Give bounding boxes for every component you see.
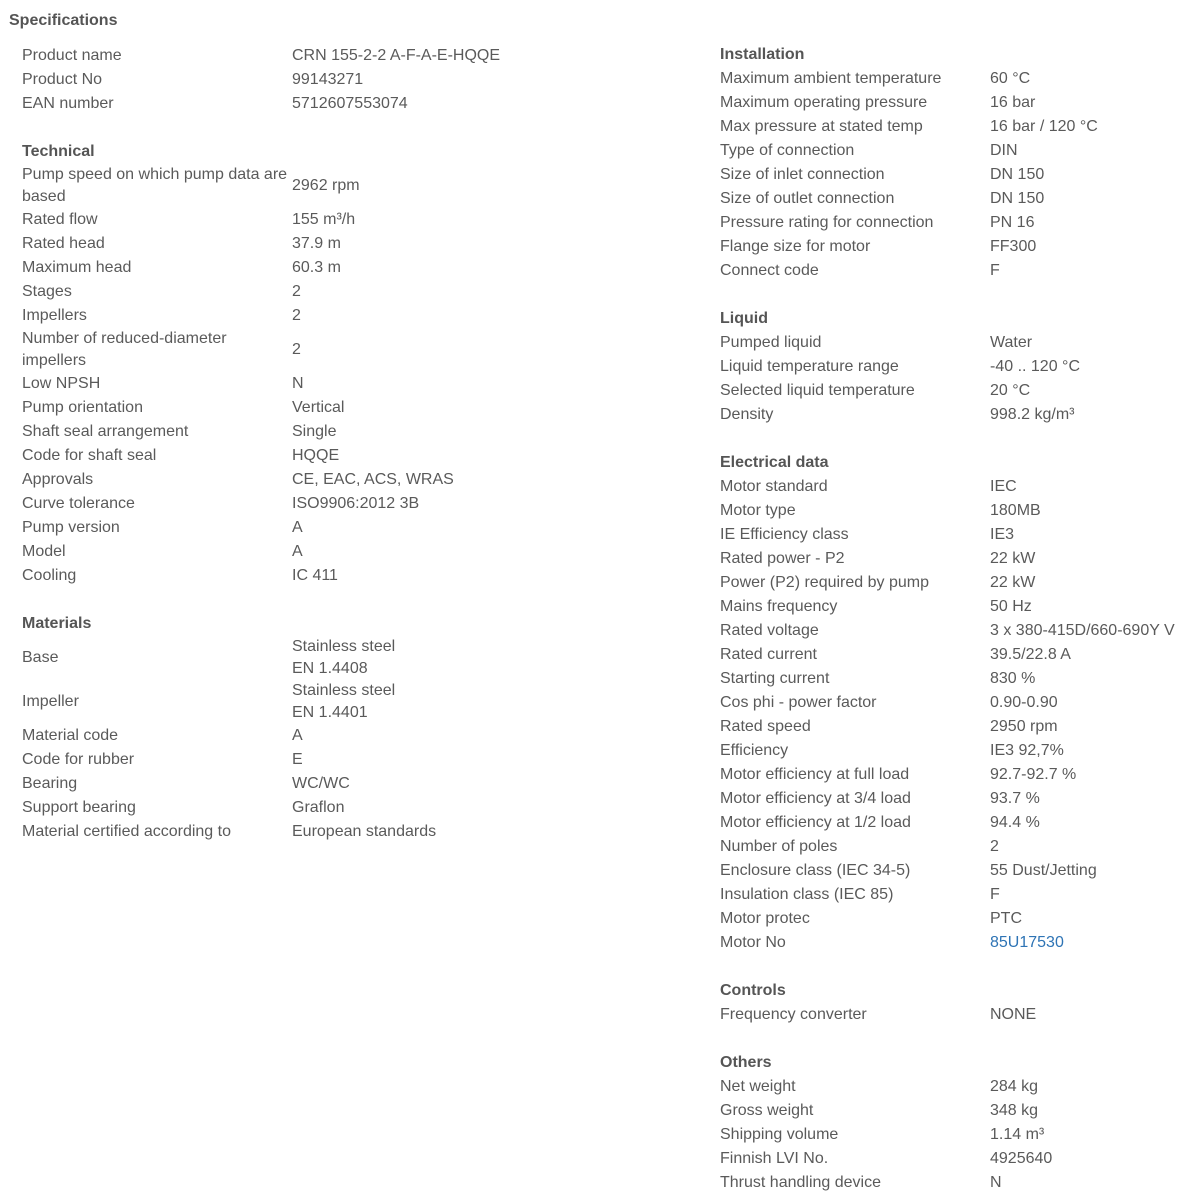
page-title: Specifications — [9, 12, 118, 29]
spec-value-line: IEC — [990, 478, 1017, 495]
spec-value — [292, 680, 395, 724]
spec-row — [720, 739, 1184, 763]
spec-row — [720, 715, 1184, 739]
spec-value-line: CRN 155-2-2 A-F-A-E-HQQE — [292, 47, 501, 64]
spec-row — [720, 835, 1184, 859]
spec-section-materials — [22, 612, 542, 844]
spec-value — [990, 1004, 1036, 1026]
spec-value-line: Water — [990, 334, 1033, 351]
spec-label: Number of poles — [720, 838, 838, 855]
spec-value-line: 155 m³/h — [292, 211, 356, 228]
spec-value-line: A — [292, 543, 303, 560]
section-heading: Others — [720, 1054, 772, 1071]
spec-label: Motor type — [720, 502, 796, 519]
spec-value-line: F — [990, 262, 1000, 279]
spec-value-line: 92.7-92.7 % — [990, 766, 1077, 783]
spec-label: Gross weight — [720, 1102, 814, 1119]
spec-label: Thrust handling device — [720, 1174, 881, 1191]
spec-value-line: 94.4 % — [990, 814, 1040, 831]
spec-value-line: 16 bar — [990, 94, 1036, 111]
spec-label: Maximum ambient temperature — [720, 70, 942, 87]
spec-value — [990, 1100, 1038, 1122]
spec-row — [720, 667, 1184, 691]
spec-value-line: Single — [292, 423, 337, 440]
spec-value-line: N — [990, 1174, 1002, 1191]
spec-label: Curve tolerance — [22, 495, 135, 512]
section-heading: Controls — [720, 982, 786, 999]
spec-value-line: 180MB — [990, 502, 1041, 519]
spec-label: Support bearing — [22, 799, 136, 816]
spec-value — [990, 212, 1034, 234]
spec-value-line: 5712607553074 — [292, 95, 408, 112]
spec-row — [22, 92, 542, 116]
spec-label: Pumped liquid — [720, 334, 822, 351]
spec-row — [720, 931, 1184, 955]
spec-label: Bearing — [22, 775, 78, 792]
spec-value — [292, 445, 339, 467]
spec-row — [22, 328, 542, 372]
spec-label: Motor standard — [720, 478, 828, 495]
spec-value — [990, 716, 1058, 738]
spec-row — [720, 163, 1184, 187]
spec-value — [990, 692, 1058, 714]
spec-label: Code for shaft seal — [22, 447, 157, 464]
spec-value — [990, 140, 1018, 162]
spec-value — [292, 517, 303, 539]
spec-label: Approvals — [22, 471, 94, 488]
spec-row — [720, 1099, 1184, 1123]
right-column — [720, 43, 1184, 1195]
spec-row — [22, 396, 542, 420]
spec-label: Material certified according to — [22, 823, 231, 840]
spec-label: Motor efficiency at 3/4 load — [720, 790, 911, 807]
spec-value-line: 22 kW — [990, 550, 1036, 567]
spec-value — [292, 373, 304, 395]
spec-value — [990, 188, 1044, 210]
spec-row — [720, 403, 1184, 427]
spec-value — [990, 548, 1035, 570]
spec-value — [990, 1172, 1002, 1194]
spec-value — [990, 524, 1014, 546]
spec-value — [990, 116, 1098, 138]
spec-value-line: N — [292, 375, 304, 392]
section-heading: Installation — [720, 46, 805, 63]
spec-value-line: CE, EAC, ACS, WRAS — [292, 471, 454, 488]
spec-value — [292, 397, 344, 419]
spec-value-line: EN 1.4408 — [292, 660, 368, 677]
spec-value-line: A — [292, 519, 303, 536]
spec-row — [22, 468, 542, 492]
spec-label: Starting current — [720, 670, 830, 687]
spec-value — [990, 764, 1076, 786]
spec-value-line: E — [292, 751, 303, 768]
spec-label: Net weight — [720, 1078, 796, 1095]
spec-value-line: Graflon — [292, 799, 345, 816]
spec-value-line: 16 bar / 120 °C — [990, 118, 1098, 135]
spec-label: Pump speed on which pump data are based — [22, 166, 288, 205]
motor-no-link[interactable]: 85U17530 — [990, 934, 1064, 951]
spec-value — [292, 565, 338, 587]
spec-row — [720, 691, 1184, 715]
spec-value — [990, 1148, 1052, 1170]
spec-value — [990, 788, 1040, 810]
spec-value-line: 2 — [990, 838, 999, 855]
spec-section-liquid — [720, 307, 1184, 427]
spec-row — [22, 444, 542, 468]
spec-value — [292, 725, 303, 747]
spec-label: Enclosure class (IEC 34-5) — [720, 862, 911, 879]
spec-label: Product No — [22, 71, 103, 88]
spec-value — [292, 421, 336, 443]
spec-label: Pump version — [22, 519, 120, 536]
spec-value — [990, 476, 1017, 498]
spec-row — [720, 235, 1184, 259]
spec-row — [720, 187, 1184, 211]
spec-value-line: 2 — [292, 341, 301, 358]
spec-value-line: 0.90-0.90 — [990, 694, 1058, 711]
spec-row — [720, 595, 1184, 619]
spec-section-technical — [22, 140, 542, 588]
spec-value — [990, 260, 1000, 282]
spec-label: Motor efficiency at 1/2 load — [720, 814, 911, 831]
spec-label: Low NPSH — [22, 375, 101, 392]
spec-value — [990, 500, 1041, 522]
spec-label: Rated power - P2 — [720, 550, 845, 567]
spec-value — [292, 305, 301, 327]
spec-value-line: 1.14 m³ — [990, 1126, 1045, 1143]
spec-row — [22, 256, 542, 280]
spec-value-line: 20 °C — [990, 382, 1031, 399]
spec-value-line: IE3 — [990, 526, 1015, 543]
spec-value — [990, 596, 1032, 618]
spec-row — [22, 772, 542, 796]
spec-section-electrical-data — [720, 451, 1184, 955]
spec-value-line: -40 .. 120 °C — [990, 358, 1080, 375]
spec-row — [22, 820, 542, 844]
spec-value — [990, 668, 1035, 690]
spec-row — [22, 232, 542, 256]
spec-value — [292, 281, 301, 303]
spec-value — [292, 821, 436, 843]
spec-value — [990, 932, 1064, 954]
spec-label: Stages — [22, 283, 72, 300]
spec-value — [990, 92, 1035, 114]
spec-row — [720, 139, 1184, 163]
spec-label: Frequency converter — [720, 1006, 867, 1023]
spec-label: Maximum head — [22, 259, 132, 276]
spec-row — [22, 44, 542, 68]
spec-row — [720, 859, 1184, 883]
spec-row — [720, 331, 1184, 355]
spec-value-line: 3 x 380-415D/660-690Y V — [990, 622, 1175, 639]
spec-label: IE Efficiency class — [720, 526, 849, 543]
spec-label: Rated flow — [22, 211, 98, 228]
spec-row — [22, 304, 542, 328]
spec-row — [720, 787, 1184, 811]
spec-value — [292, 233, 341, 255]
spec-value-line: DN 150 — [990, 166, 1045, 183]
spec-label: Motor protec — [720, 910, 810, 927]
spec-value-line: 2 — [292, 283, 301, 300]
spec-row — [720, 883, 1184, 907]
spec-row — [720, 763, 1184, 787]
spec-row — [720, 907, 1184, 931]
spec-row — [720, 1003, 1184, 1027]
spec-row — [22, 492, 542, 516]
spec-row — [720, 211, 1184, 235]
spec-value-line: 348 kg — [990, 1102, 1039, 1119]
spec-row — [720, 523, 1184, 547]
spec-row — [22, 68, 542, 92]
spec-label: Pressure rating for connection — [720, 214, 934, 231]
spec-label: Motor No — [720, 934, 786, 951]
spec-label: Pump orientation — [22, 399, 143, 416]
spec-value-line: PN 16 — [990, 214, 1035, 231]
spec-value-line: 37.9 m — [292, 235, 341, 252]
spec-value-line: 830 % — [990, 670, 1036, 687]
spec-label: Liquid temperature range — [720, 358, 899, 375]
section-heading: Technical — [22, 143, 95, 160]
spec-value-line: 60 °C — [990, 70, 1031, 87]
spec-row — [720, 1123, 1184, 1147]
spec-label: Power (P2) required by pump — [720, 574, 929, 591]
spec-value-line: 998.2 kg/m³ — [990, 406, 1075, 423]
spec-value — [990, 884, 1000, 906]
spec-value — [990, 620, 1175, 642]
spec-value — [292, 69, 363, 91]
spec-row — [22, 636, 542, 680]
spec-label: Base — [22, 649, 59, 666]
spec-section-general — [22, 44, 542, 116]
spec-value-line: EN 1.4401 — [292, 704, 368, 721]
section-heading: Liquid — [720, 310, 768, 327]
spec-label: Rated speed — [720, 718, 811, 735]
spec-label: Impeller — [22, 693, 79, 710]
spec-value — [292, 93, 408, 115]
spec-row — [720, 379, 1184, 403]
spec-value-line: PTC — [990, 910, 1022, 927]
spec-section-installation — [720, 43, 1184, 283]
spec-row — [720, 475, 1184, 499]
section-heading: Electrical data — [720, 454, 829, 471]
spec-label: Finnish LVI No. — [720, 1150, 829, 1167]
spec-value — [990, 812, 1040, 834]
spec-value-line: 50 Hz — [990, 598, 1032, 615]
spec-value — [292, 493, 419, 515]
spec-label: Efficiency — [720, 742, 789, 759]
spec-value — [990, 332, 1032, 354]
spec-value-line: 22 kW — [990, 574, 1036, 591]
spec-value — [990, 860, 1097, 882]
spec-label: Motor efficiency at full load — [720, 766, 910, 783]
spec-label: Size of inlet connection — [720, 166, 885, 183]
spec-value — [990, 404, 1074, 426]
spec-label: Product name — [22, 47, 122, 64]
section-heading: Materials — [22, 615, 92, 632]
spec-value — [292, 45, 500, 67]
spec-row — [22, 680, 542, 724]
spec-value — [292, 797, 344, 819]
spec-row — [22, 164, 542, 208]
spec-value — [292, 209, 355, 231]
spec-value-line: A — [292, 727, 303, 744]
spec-label: Mains frequency — [720, 598, 838, 615]
spec-row — [22, 540, 542, 564]
spec-value — [292, 469, 454, 491]
spec-value-line: 2950 rpm — [990, 718, 1058, 735]
spec-row — [22, 516, 542, 540]
spec-value-line: 60.3 m — [292, 259, 341, 276]
spec-value — [990, 356, 1080, 378]
spec-section-controls — [720, 979, 1184, 1027]
spec-value — [990, 836, 999, 858]
spec-value — [292, 749, 303, 771]
spec-value-line: European standards — [292, 823, 437, 840]
spec-row — [720, 547, 1184, 571]
spec-value — [292, 175, 360, 197]
spec-label: EAN number — [22, 95, 114, 112]
spec-value — [990, 164, 1044, 186]
spec-value-line: 284 kg — [990, 1078, 1039, 1095]
spec-value — [990, 740, 1064, 762]
spec-value — [292, 636, 395, 680]
spec-value-line: ISO9906:2012 3B — [292, 495, 420, 512]
spec-value — [292, 339, 301, 361]
spec-label: Size of outlet connection — [720, 190, 895, 207]
spec-row — [720, 619, 1184, 643]
spec-section-others — [720, 1051, 1184, 1195]
spec-row — [22, 748, 542, 772]
spec-row — [720, 1147, 1184, 1171]
spec-value — [292, 541, 303, 563]
spec-row — [720, 1075, 1184, 1099]
spec-row — [720, 67, 1184, 91]
spec-label: Flange size for motor — [720, 238, 871, 255]
spec-value — [990, 1076, 1038, 1098]
spec-label: Cos phi - power factor — [720, 694, 877, 711]
spec-value — [292, 257, 341, 279]
spec-value-line: 39.5/22.8 A — [990, 646, 1071, 663]
spec-label: Rated voltage — [720, 622, 819, 639]
spec-label: Rated current — [720, 646, 817, 663]
spec-label: Impellers — [22, 307, 87, 324]
spec-row — [22, 564, 542, 588]
spec-row — [720, 499, 1184, 523]
spec-value — [990, 236, 1036, 258]
spec-row — [22, 796, 542, 820]
spec-value — [990, 908, 1022, 930]
spec-value-line: IC 411 — [292, 567, 338, 584]
spec-row — [720, 571, 1184, 595]
spec-value — [990, 572, 1035, 594]
spec-value-line: Vertical — [292, 399, 345, 416]
spec-value-line: HQQE — [292, 447, 340, 464]
spec-label: Max pressure at stated temp — [720, 118, 923, 135]
spec-row — [720, 811, 1184, 835]
spec-value — [990, 1124, 1044, 1146]
spec-row — [720, 643, 1184, 667]
spec-row — [720, 355, 1184, 379]
spec-label: Number of reduced-diameter impellers — [22, 330, 227, 369]
spec-value-line: NONE — [990, 1006, 1037, 1023]
spec-label: Insulation class (IEC 85) — [720, 886, 894, 903]
spec-value-line: 4925640 — [990, 1150, 1053, 1167]
spec-row — [22, 208, 542, 232]
spec-row — [22, 420, 542, 444]
spec-value-line: 55 Dust/Jetting — [990, 862, 1097, 879]
spec-row — [22, 372, 542, 396]
spec-label: Model — [22, 543, 66, 560]
spec-row — [720, 1171, 1184, 1195]
spec-value-line: 2962 rpm — [292, 177, 360, 194]
spec-label: Selected liquid temperature — [720, 382, 915, 399]
spec-value-line: DIN — [990, 142, 1018, 159]
spec-value-line: Stainless steel — [292, 638, 396, 655]
spec-row — [720, 259, 1184, 283]
spec-label: Connect code — [720, 262, 819, 279]
spec-row — [720, 91, 1184, 115]
spec-label: Density — [720, 406, 774, 423]
spec-value-line: DN 150 — [990, 190, 1045, 207]
spec-value-line: Stainless steel — [292, 682, 396, 699]
spec-value — [292, 773, 350, 795]
spec-label: Rated head — [22, 235, 105, 252]
left-column — [22, 44, 542, 844]
spec-label: Shipping volume — [720, 1126, 839, 1143]
spec-label: Maximum operating pressure — [720, 94, 928, 111]
spec-label: Cooling — [22, 567, 77, 584]
spec-value-line: WC/WC — [292, 775, 350, 792]
spec-label: Type of connection — [720, 142, 855, 159]
spec-value-line: F — [990, 886, 1000, 903]
spec-value — [990, 644, 1071, 666]
spec-value — [990, 68, 1030, 90]
spec-label: Material code — [22, 727, 119, 744]
spec-value-line: IE3 92,7% — [990, 742, 1064, 759]
spec-row — [22, 724, 542, 748]
spec-value-line: 99143271 — [292, 71, 364, 88]
spec-row — [720, 115, 1184, 139]
spec-value-line: 2 — [292, 307, 301, 324]
spec-row — [22, 280, 542, 304]
spec-value — [990, 380, 1030, 402]
spec-label: Code for rubber — [22, 751, 135, 768]
spec-value-line: FF300 — [990, 238, 1037, 255]
spec-label: Shaft seal arrangement — [22, 423, 189, 440]
spec-value-line: 93.7 % — [990, 790, 1040, 807]
